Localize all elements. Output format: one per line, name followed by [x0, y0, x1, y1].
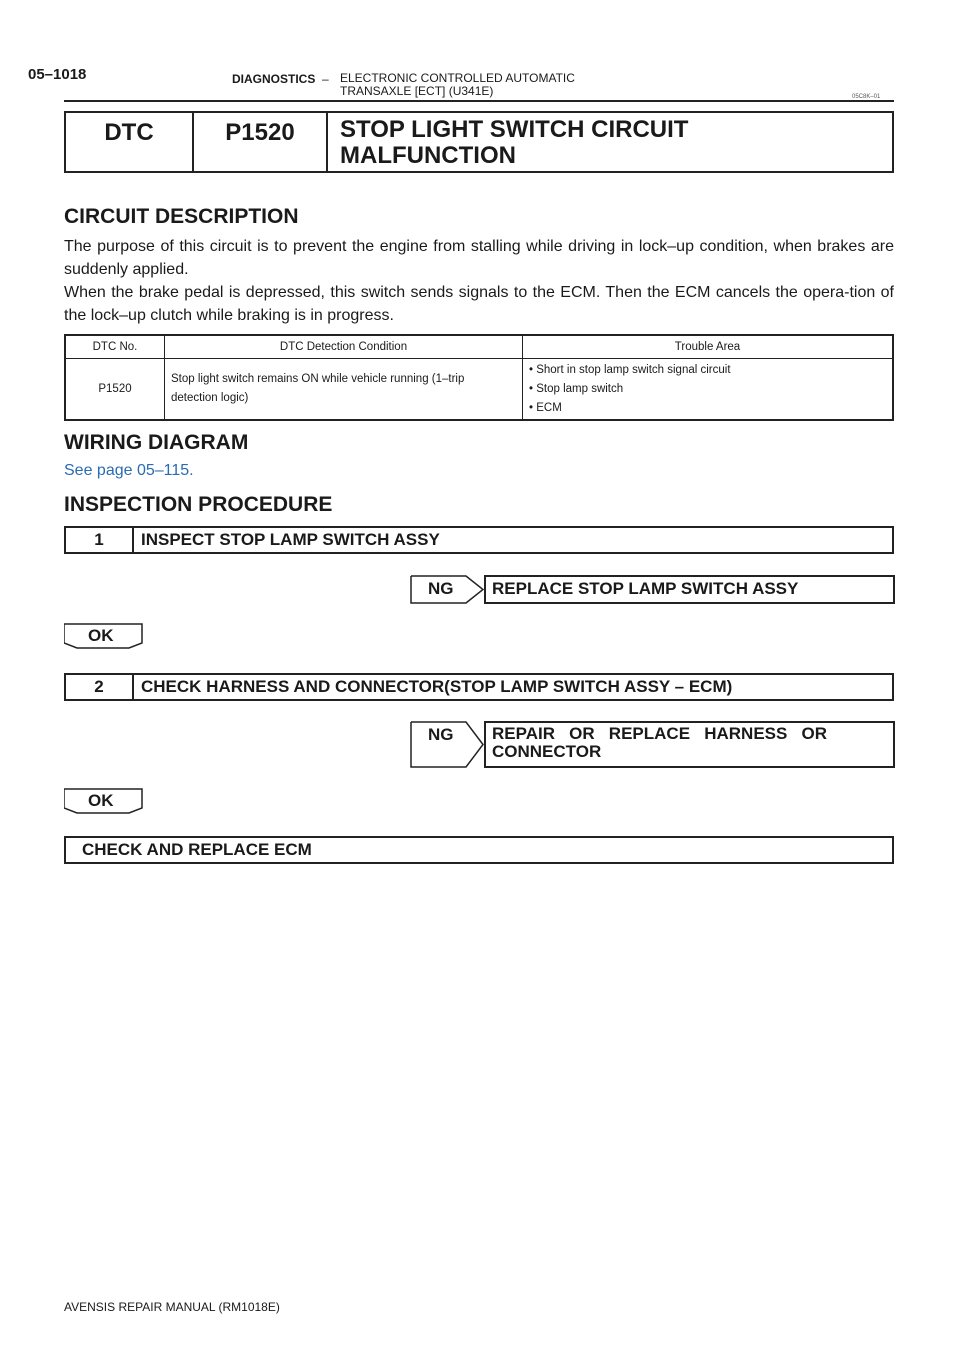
step-1-number: 1: [66, 528, 134, 552]
trouble-area-item: • Stop lamp switch: [529, 382, 624, 395]
condition-line2: detection logic): [171, 392, 249, 404]
dtc-code: P1520: [194, 113, 328, 171]
ng-action-1: REPLACE STOP LAMP SWITCH ASSY: [484, 575, 895, 604]
reference-code: 05C8K–01: [852, 94, 881, 100]
step-1-box: [64, 526, 894, 554]
ng-result-2: [410, 721, 895, 768]
ok-result-1: [64, 623, 142, 647]
ng-label-2: NG: [428, 725, 454, 744]
header-rule: [64, 100, 894, 102]
ok-label-1: OK: [88, 626, 114, 645]
header-title-line1: ELECTRONIC CONTROLLED AUTOMATIC: [340, 71, 575, 85]
col-header-dtc-no: DTC No.: [65, 335, 165, 359]
step-2-number: 2: [66, 675, 134, 699]
circuit-description-para1: The purpose of this circuit is to prevent the engine from stalling while driving in lock–up condition, when brakes are suddenly applied.: [64, 238, 894, 278]
cell-dtc-no: P1520: [65, 359, 165, 421]
dtc-title-line2: MALFUNCTION: [340, 142, 516, 169]
cell-trouble-area: [523, 359, 894, 421]
page-number: 05–1018: [28, 66, 87, 83]
ok-result-2: [64, 788, 142, 812]
table-header-row: [65, 335, 893, 359]
inspection-procedure-heading: INSPECTION PROCEDURE: [64, 493, 333, 516]
ng-arrow-1: [410, 575, 484, 604]
ng-action-2: [484, 721, 895, 768]
header-title: [340, 72, 680, 98]
col-header-condition: DTC Detection Condition: [165, 335, 523, 359]
dtc-title: [328, 113, 892, 171]
trouble-area-item: • ECM: [529, 401, 562, 414]
ng-result-1: [410, 575, 895, 604]
footer-manual-name: AVENSIS REPAIR MANUAL (RM1018E): [64, 1300, 280, 1314]
table-row: [65, 359, 893, 421]
header-dash: –: [322, 72, 329, 86]
condition-line1: Stop light switch remains ON while vehicle running (1–trip: [171, 373, 465, 385]
dtc-label: DTC: [66, 113, 194, 171]
circuit-description-para2: When the brake pedal is depressed, this switch sends signals to the ECM. Then the ECM cancels the opera-tion of the lock–up clutch while braking is in progress.: [64, 284, 894, 324]
wiring-diagram-link[interactable]: See page 05–115.: [64, 462, 194, 479]
ng-label-1: NG: [428, 579, 454, 598]
section-name: DIAGNOSTICS: [232, 72, 316, 86]
ok-label-2: OK: [88, 791, 114, 810]
circuit-description-heading: CIRCUIT DESCRIPTION: [64, 205, 299, 228]
step-1-text: INSPECT STOP LAMP SWITCH ASSY: [141, 530, 440, 549]
step-2-text: CHECK HARNESS AND CONNECTOR(STOP LAMP SWITCH ASSY – ECM): [141, 677, 733, 696]
dtc-title-line1: STOP LIGHT SWITCH CIRCUIT: [340, 116, 689, 143]
ng-action-2-line1: REPAIR OR REPLACE HARNESS OR: [492, 724, 828, 743]
ng-arrow-2: [410, 721, 484, 768]
header-title-line2: TRANSAXLE [ECT] (U341E): [340, 84, 494, 98]
dtc-table: [64, 334, 894, 421]
cell-condition: [165, 359, 523, 421]
final-action-box: CHECK AND REPLACE ECM: [64, 836, 894, 864]
ng-action-2-line2: CONNECTOR: [492, 742, 602, 761]
step-2-box: [64, 673, 894, 701]
wiring-diagram-heading: WIRING DIAGRAM: [64, 431, 249, 454]
col-header-trouble-area: Trouble Area: [523, 335, 894, 359]
trouble-area-item: • Short in stop lamp switch signal circuit: [529, 363, 731, 376]
dtc-title-box: [64, 111, 894, 173]
